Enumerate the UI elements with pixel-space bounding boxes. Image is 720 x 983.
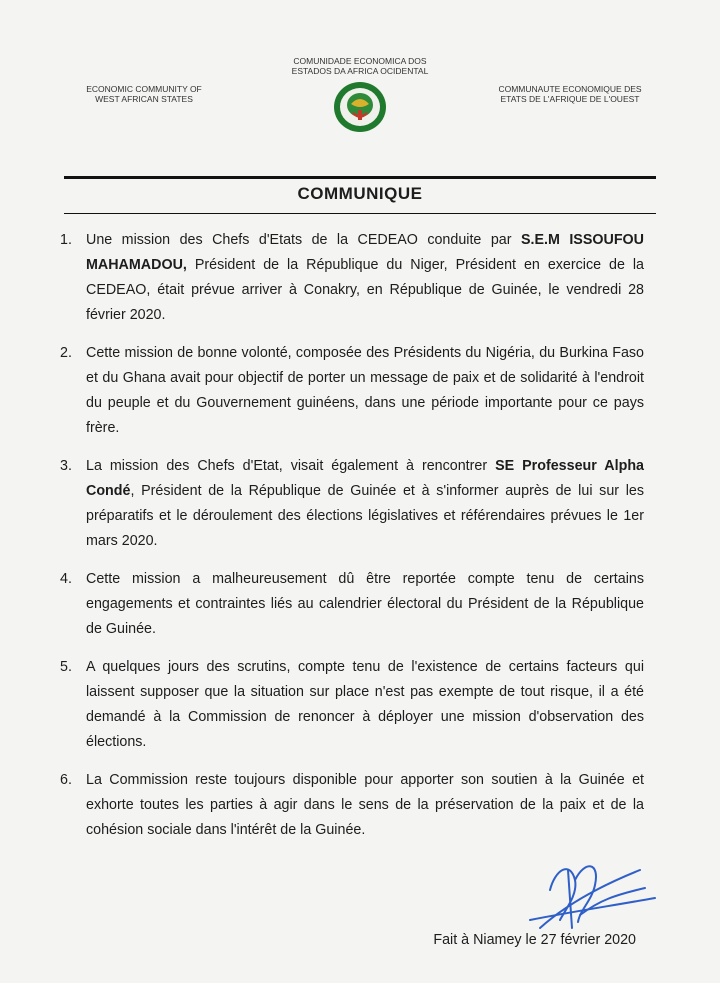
list-item [60,341,644,441]
item-bold: SE Professeur Alpha Condé [86,458,644,499]
list-item [60,454,644,554]
item-text: Une mission des Chefs d'Etats de la CEDEAO conduite par S.E.M ISSOUFOU MAHAMADOU, Président de la République du Niger, Président en exercice de la CEDEAO, était prévue arriver à Conakry, en République de Guinée, le vendredi 28 février 2020. [86,232,644,323]
item-text: A quelques jours des scrutins, compte tenu de l'existence de certains facteurs qui laissent supposer que la situation sur place n'est pas exempte de tout risque, il a été demandé à la Commission de renoncer à déployer une mission d'observation des élections. [86,659,644,750]
item-number: 6. [60,772,72,788]
closing-line: Fait à Niamey le 27 février 2020 [433,932,636,948]
list-item [60,228,644,328]
item-text: La Commission reste toujours disponible pour apporter son soutien à la Guinée et exhorte toutes les parties à agir dans le sens de la préservation de la paix et de la cohésion sociale dans l'intérêt de la Guinée. [86,772,644,838]
header-right-line2: ETATS DE L'AFRIQUE DE L'OUEST [500,94,640,104]
communique-items [60,228,644,856]
document-title: COMMUNIQUE [297,184,423,203]
list-item [60,655,644,755]
list-item [60,768,644,843]
item-number: 1. [60,232,72,248]
item-number: 4. [60,571,72,587]
header-right-line1: COMMUNAUTE ECONOMIQUE DES [498,84,642,94]
ecowas-emblem-icon [331,80,389,134]
header-center-line2: ESTADOS DA AFRICA OCIDENTAL [291,66,429,76]
top-rule [64,176,656,179]
title-underline [64,213,656,214]
item-number: 3. [60,458,72,474]
list-item [60,567,644,642]
item-text: Cette mission a malheureusement dû être reportée compte tenu de certains engagements et contraintes liés au calendrier électoral du Président de la République de Guinée. [86,571,644,637]
header-french [470,84,670,104]
item-text: La mission des Chefs d'Etat, visait également à rencontrer SE Professeur Alpha Condé, Président de la République de Guinée et à s'informer auprès de lui sur les préparatifs et le déroulement des élections législatives et référendaires prévues le 1er mars 2020. [86,458,644,549]
header-english [64,84,224,104]
header-left-line1: ECONOMIC COMMUNITY OF [86,84,202,94]
item-number: 2. [60,345,72,361]
handwritten-signature-icon [520,850,660,940]
item-number: 5. [60,659,72,675]
item-text: Cette mission de bonne volonté, composée des Présidents du Nigéria, du Burkina Faso et du Ghana avait pour objectif de porter un message de paix et de solidarité à l'endroit du peuple et du Gouvernement guinéens, dans une période importante pour ce pays frère. [86,345,644,436]
header-center-line1: COMUNIDADE ECONOMICA DOS [293,56,427,66]
header-portuguese [270,56,450,76]
item-bold: S.E.M ISSOUFOU MAHAMADOU, [86,232,644,273]
header-left-line2: WEST AFRICAN STATES [95,94,193,104]
